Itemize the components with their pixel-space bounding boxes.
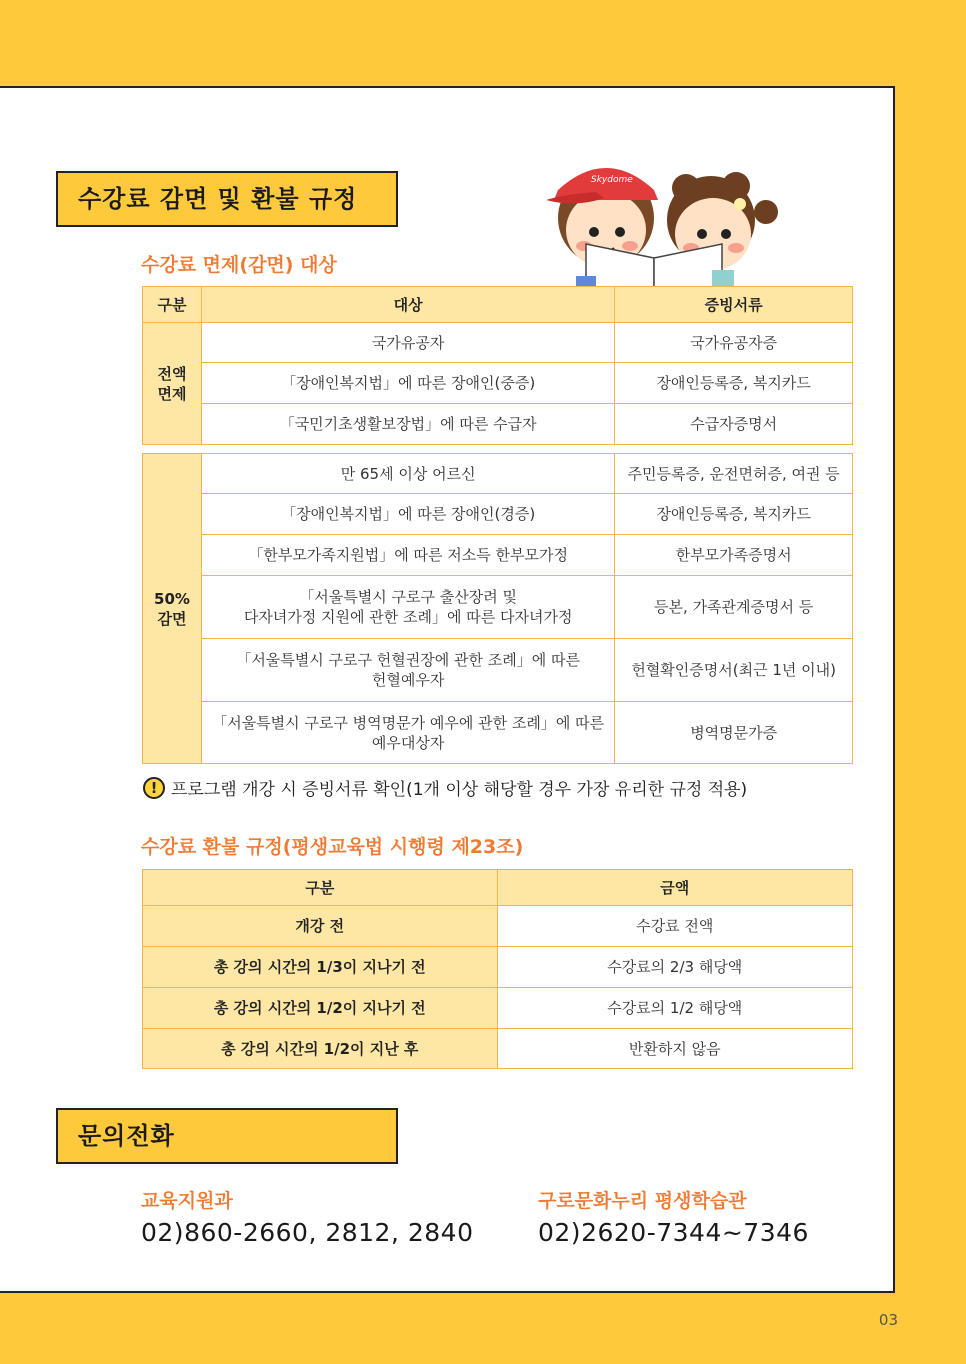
target-cell: 「서울특별시 구로구 헌혈권장에 관한 조례」에 따른 헌혈예우자 xyxy=(201,639,614,702)
target-cell: 국가유공자 xyxy=(201,323,614,363)
header-target: 대상 xyxy=(201,287,614,323)
target-cell: 「한부모가족지원법」에 따른 저소득 한부모가정 xyxy=(201,535,614,576)
refund-amount: 수강료 전액 xyxy=(497,906,853,947)
half-exemption-table xyxy=(142,453,853,764)
document-cell: 수급자증명서 xyxy=(615,404,853,445)
document-cell: 한부모가족증명서 xyxy=(615,535,853,576)
document-cell: 등본, 가족관계증명서 등 xyxy=(615,576,853,639)
contact-phone-lifelong-learning-center: 02)2620-7344~7346 xyxy=(538,1218,809,1247)
target-cell: 「서울특별시 구로구 출산장려 및 다자녀가정 지원에 관한 조례」에 따른 다자녀가정 xyxy=(201,576,614,639)
refund-period: 총 강의 시간의 1/3이 지나기 전 xyxy=(143,947,498,988)
refund-period: 총 강의 시간의 1/2이 지난 후 xyxy=(143,1029,498,1069)
header-document: 증빙서류 xyxy=(615,287,853,323)
target-cell: 「장애인복지법」에 따른 장애인(경증) xyxy=(201,494,614,535)
target-cell: 「국민기초생활보장법」에 따른 수급자 xyxy=(201,404,614,445)
header-period: 구분 xyxy=(143,870,498,906)
kids-reading-illustration xyxy=(536,148,786,288)
target-cell: 만 65세 이상 어르신 xyxy=(201,454,614,494)
refund-period: 총 강의 시간의 1/2이 지나기 전 xyxy=(143,988,498,1029)
document-notice xyxy=(143,775,747,800)
document-cell: 주민등록증, 운전면허증, 여권 등 xyxy=(615,454,853,494)
cap-logo-text: Skydome xyxy=(591,175,633,185)
refund-subtitle: 수강료 환불 규정(평생교육법 시행령 제23조) xyxy=(141,836,524,858)
contact-name-lifelong-learning-center: 구로문화누리 평생학습관 xyxy=(538,1190,747,1212)
refund-amount: 수강료의 1/2 해당액 xyxy=(497,988,853,1029)
exemption-table xyxy=(142,286,853,445)
target-cell: 「서울특별시 구로구 병역명문가 예우에 관한 조례」에 따른 예우대상자 xyxy=(201,702,614,764)
document-cell: 장애인등록증, 복지카드 xyxy=(615,494,853,535)
page-number: 03 xyxy=(878,1311,898,1329)
notice-text: 프로그램 개강 시 증빙서류 확인(1개 이상 해당할 경우 가장 유리한 규정 적용) xyxy=(171,780,748,800)
category-full-exemption: 전액 면제 xyxy=(143,323,202,445)
refund-table xyxy=(142,869,853,1069)
refund-amount: 반환하지 않음 xyxy=(497,1029,853,1069)
section-title-contact: 문의전화 xyxy=(56,1108,398,1164)
contact-phone-education-support: 02)860-2660, 2812, 2840 xyxy=(141,1218,474,1247)
document-cell: 장애인등록증, 복지카드 xyxy=(615,363,853,404)
section-title-fee-policy: 수강료 감면 및 환불 규정 xyxy=(56,171,398,227)
contact-name-education-support: 교육지원과 xyxy=(141,1190,233,1212)
target-cell: 「장애인복지법」에 따른 장애인(중증) xyxy=(201,363,614,404)
refund-period: 개강 전 xyxy=(143,906,498,947)
exemption-subtitle: 수강료 면제(감면) 대상 xyxy=(141,254,337,276)
header-amount: 금액 xyxy=(497,870,853,906)
document-cell: 병역명문가증 xyxy=(615,702,853,764)
header-category: 구분 xyxy=(143,287,202,323)
refund-amount: 수강료의 2/3 해당액 xyxy=(497,947,853,988)
exclamation-icon: ! xyxy=(143,777,165,799)
document-cell: 국가유공자증 xyxy=(615,323,853,363)
category-half-exemption: 50% 감면 xyxy=(143,454,202,764)
document-cell: 헌혈확인증명서(최근 1년 이내) xyxy=(615,639,853,702)
